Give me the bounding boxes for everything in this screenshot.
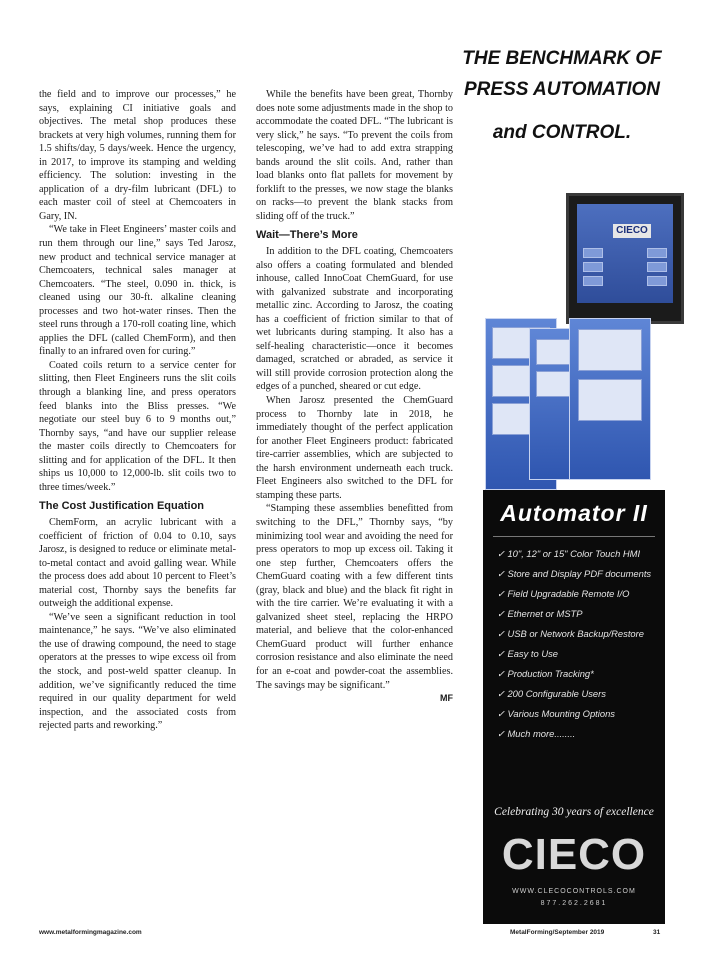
- footer-issue: MetalForming/September 2019: [510, 929, 605, 936]
- feature-item: ✓ Production Tracking*: [497, 668, 594, 679]
- hmi-button: [583, 276, 603, 286]
- hmi-button: [583, 262, 603, 272]
- hmi-button: [647, 276, 667, 286]
- hmi-button: [647, 248, 667, 258]
- feature-item: ✓ Easy to Use: [497, 648, 559, 659]
- feature-item: ✓ Field Upgradable Remote I/O: [497, 588, 630, 599]
- divider: [493, 536, 655, 537]
- paragraph: Coated coils return to a service center for slitting, then Fleet Engineers runs the slit coils through a blanking line, and press operators feed blanks into the Bliss presses. “We negotiate our steel buy 6 to 9 months out,” Thornby says, “and have our supplier release the master coils directly to Chemcoaters for slitting and for application of the DFL. It then ships us 10,000 to 12,000-lb. slit coils two to three times/week.”: [39, 359, 236, 493]
- ad-headline-line-1: THE BENCHMARK OF: [462, 48, 662, 69]
- page-number: 31: [653, 929, 661, 936]
- footer-website: www.metalformingmagazine.com: [39, 929, 142, 936]
- paragraph: In addition to the DFL coating, Chemcoaters also offers a coating formulated and blended inhouse, called InnoCoat ChemGuard, for use with galvanized substrate and incorporating metallic zinc. According to Jarosz, the coating has a coefficient of friction similar to that of wet lubricants during stamping. It also has a self-healing characteristic—once it becomes damaged, scratched or abraded, as service it will still provide corrosion protection along the edges of a punched, sheared or cut edge.: [256, 246, 453, 393]
- ad-tagline: Celebrating 30 years of excellence: [494, 806, 654, 818]
- feature-item: ✓ 10", 12" or 15" Color Touch HMI: [497, 548, 641, 559]
- paragraph: “We’ve seen a significant reduction in tool maintenance,” he says. “We’ve also eliminated the use of drawing compound, the need to stage operators at the presses to wipe excess oil from the stock, and post-weld spatter cleanup. In addition, we’ve significantly reduced the time required in our quality department for weld inspection, and the associated costs from rejected parts and reworking.”: [39, 611, 236, 732]
- feature-item: ✓ Various Mounting Options: [497, 708, 615, 719]
- paragraph: the field and to improve our processes,” he says, explaining CI initiative goals and objectives. The metal shop produces these brackets at very high volumes, running them for 1.5 shifts/day, 5 days/week. Hence the urgency, in 2017, to improve its stamping and welding efficiency. The solution: investing in the application of a dry-film lubricant (DFL) to each master coil of steel at Chemcoaters in Gary, IN.: [39, 89, 236, 222]
- paragraph: When Jarosz presented the ChemGuard process to Thornby late in 2018, he immediately thought of the perfect application for another Fleet Engineers product: fabricated tire-carrier assemblies, which are subjected to the harsh environment underneath each truck. Fleet Engineers also switched to the DFL for stamping these parts.: [256, 395, 453, 501]
- ad-headline-line-3: and CONTROL.: [492, 122, 632, 143]
- end-mark-row: [256, 692, 453, 704]
- ad-headline-line-2: PRESS AUTOMATION: [464, 79, 660, 100]
- hmi-button: [647, 262, 667, 272]
- article-column-2: [256, 88, 453, 706]
- feature-item: ✓ Much more........: [497, 728, 576, 739]
- hmi-screen-display: [577, 204, 673, 303]
- feature-item: ✓ Store and Display PDF documents: [497, 568, 652, 579]
- paragraph: “Stamping these assemblies benefitted from switching to the DFL,” Thornby says, “by minimizing tool wear and avoiding the need for press operators to mop up excess oil. Taking it one step further, Chemcoaters offers the ChemGuard coating with a few different tints (gray, black and blue) and the black fit right in with the tire carrier. We’re evaluating it with a galvanized sheet steel, replacing the HRPO material, and believe that the color-enhanced ChemGuard product will further enhance corrosion resistance and also eliminate the need for an e-coat and powder-coat the assemblies. The savings may be significant.”: [256, 503, 453, 691]
- product-box: [483, 490, 665, 924]
- end-mark: MF: [440, 693, 453, 704]
- paragraph: ChemForm, an acrylic lubricant with a coefficient of friction of 0.04 to 0.10, says Jarosz, is designed to reduce or eliminate metal-to-metal contact and avoid galling wear. While the process does add about 10 percent to Fleet’s material cost, Thornby says the benefits far outweigh the additional expense.: [39, 516, 236, 610]
- paragraph: “We take in Fleet Engineers’ master coils and run them through our line,” says Ted Jarosz, new product and technical service manager at Chemcoaters, technical sales manager at Chemcoaters. “The steel, 0.090 in. thick, is cleaned using our 30-ft. alkaline cleaning processes and two hot-water rinses. Then the steel runs through a 170-roll coating line, which applies the DFL (called ChemForm), and then finally to an infrared oven for curing.”: [39, 224, 236, 358]
- panel-window: [578, 329, 642, 371]
- article-column-1: [39, 88, 236, 733]
- product-name: Automator II: [500, 500, 648, 526]
- section-heading: The Cost Justification Equation: [39, 500, 205, 513]
- feature-item: ✓ 200 Configurable Users: [497, 688, 606, 699]
- hmi-button: [583, 248, 603, 258]
- hmi-logo: CIECO: [613, 224, 651, 238]
- paragraph: While the benefits have been great, Thornby does note some adjustments made in the shop to accommodate the coated DFL. “The lubricant is very slick,” he says. “To prevent the coils from telescoping, we’ve had to add extra strapping bands around the slit coils. And, rather than load blanks onto flat pallets for movement by forklift to the presses, we now stage the blanks on racks—to prevent the blank stacks from sliding off of the truck.”: [256, 89, 453, 222]
- section-heading: Wait—There’s More: [256, 229, 358, 242]
- hmi-panel-image: [569, 318, 651, 480]
- feature-item: ✓ Ethernet or MSTP: [497, 608, 583, 619]
- ad-website: WWW.CLECOCONTROLS.COM: [512, 888, 636, 895]
- hmi-screen-image: [566, 193, 684, 324]
- feature-item: ✓ USB or Network Backup/Restore: [497, 628, 644, 639]
- ad-phone: 877.262.2681: [540, 900, 608, 907]
- panel-window: [578, 379, 642, 421]
- cleco-logo: CIECO: [501, 830, 647, 879]
